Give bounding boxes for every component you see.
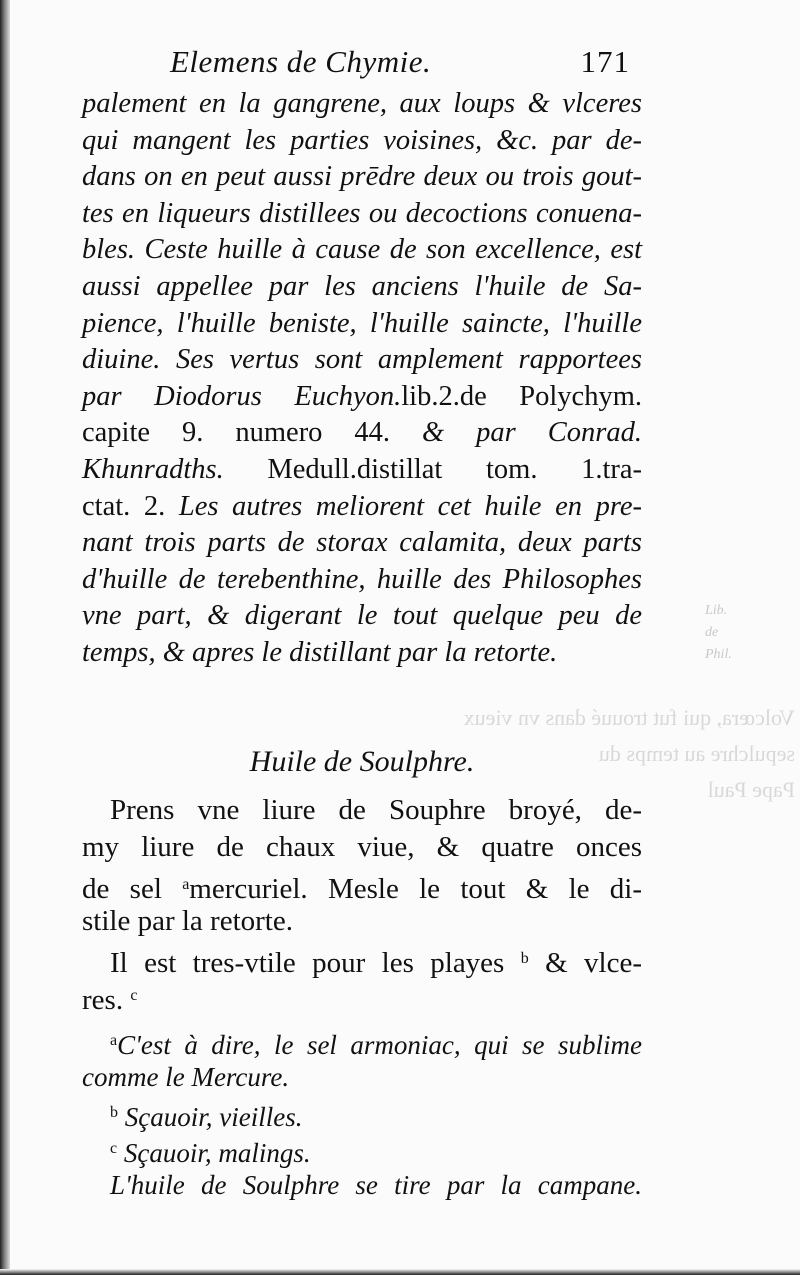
note-line xyxy=(82,1131,642,1167)
text-run: mercuriel. Mesle le tout & le di- xyxy=(189,873,643,905)
page-bottom-edge xyxy=(0,1269,800,1275)
text-line: Prens vne liure de Souphre broyé, de- xyxy=(110,794,642,826)
section-body xyxy=(82,792,642,1014)
text-line: dans on en peut aussi prēdre deux ou trois gout- xyxy=(82,161,642,193)
text-line xyxy=(82,489,642,526)
note-marker-b: b xyxy=(520,950,529,967)
roman-run: capite 9. numero 44. xyxy=(82,417,391,449)
note-text: C'est à dire, le sel armoniac, qui se sublime xyxy=(117,1030,642,1060)
text-line xyxy=(82,977,642,1014)
text-line xyxy=(82,452,642,489)
section-heading: Huile de Soulphre. xyxy=(249,745,475,778)
text-line: tes en liqueurs distillees ou decoctions conuena- xyxy=(82,197,642,229)
text-line: diuine. Ses vertus sont amplement rapportees xyxy=(82,344,642,376)
page-header xyxy=(170,44,630,84)
text-line: temps, & apres le distillant par la retorte. xyxy=(82,636,558,668)
note-label-b: b xyxy=(110,1104,118,1121)
note-label-a: a xyxy=(110,1032,118,1049)
note-marker-c: c xyxy=(130,987,138,1004)
page-gutter-shadow xyxy=(0,0,10,1275)
text-line: vne part, & digerant le tout quelque peu de xyxy=(82,600,642,632)
note-text: Sçauoir, vieilles. xyxy=(124,1102,303,1132)
note-line xyxy=(82,1023,642,1059)
text-run: res. xyxy=(82,984,124,1016)
note-line: L'huile de Soulphre se tire par la campane. xyxy=(110,1170,642,1200)
text-line: nant trois parts de storax calamita, deux parts xyxy=(82,527,642,559)
text-run: Il est tres-vtile pour les playes xyxy=(110,947,505,979)
text-run: de sel xyxy=(82,873,162,905)
body-text xyxy=(82,86,642,672)
text-line xyxy=(82,379,642,416)
bleed-through-text: Volcœra, qui fut trouué dans vn vieux sepulchre au temps du Pape Paul xyxy=(463,705,795,802)
running-title: Elemens de Chymie. xyxy=(170,44,432,79)
italic-run: & par Conrad. xyxy=(422,417,642,449)
page-number: 171 xyxy=(580,44,630,79)
text-line: bles. Ceste huille à cause de son excellence, est xyxy=(82,234,642,266)
roman-run: lib.2.de Polychym. xyxy=(401,380,642,412)
text-run: & vlce- xyxy=(545,947,643,979)
text-line: palement en la gangrene, aux loups & vlceres xyxy=(82,88,642,119)
text-line: my liure de chaux viue, & quatre onces xyxy=(82,831,642,863)
text-line xyxy=(82,866,642,903)
roman-run: ctat. 2. xyxy=(82,490,166,522)
marginal-notes xyxy=(82,1023,642,1203)
text-line: qui mangent les parties voisines, &c. par de- xyxy=(82,124,642,156)
text-line xyxy=(82,940,642,977)
note-line xyxy=(82,1095,642,1131)
roman-run: Medull.distillat tom. 1.tra- xyxy=(267,453,642,485)
text-line: stile par la retorte. xyxy=(82,905,293,937)
italic-run: Les autres meliorent cet huile en pre- xyxy=(178,490,642,522)
note-marker-a: a xyxy=(182,876,190,893)
italic-run: par Diodorus Euchyon. xyxy=(82,380,402,412)
text-line: pience, l'huille beniste, l'huille saincte, l'huille xyxy=(82,307,642,339)
bleed-through-margin: Lib. de Phil. xyxy=(705,603,732,662)
note-label-c: c xyxy=(110,1140,118,1157)
text-line: aussi appellee par les anciens l'huile de Sa- xyxy=(82,270,642,302)
italic-run: Khunradths. xyxy=(82,453,224,485)
note-line: comme le Mercure. xyxy=(82,1062,290,1092)
text-line: d'huille de terebenthine, huille des Philosophes xyxy=(82,563,642,595)
text-line xyxy=(82,415,642,452)
note-text: Sçauoir, malings. xyxy=(123,1138,311,1168)
